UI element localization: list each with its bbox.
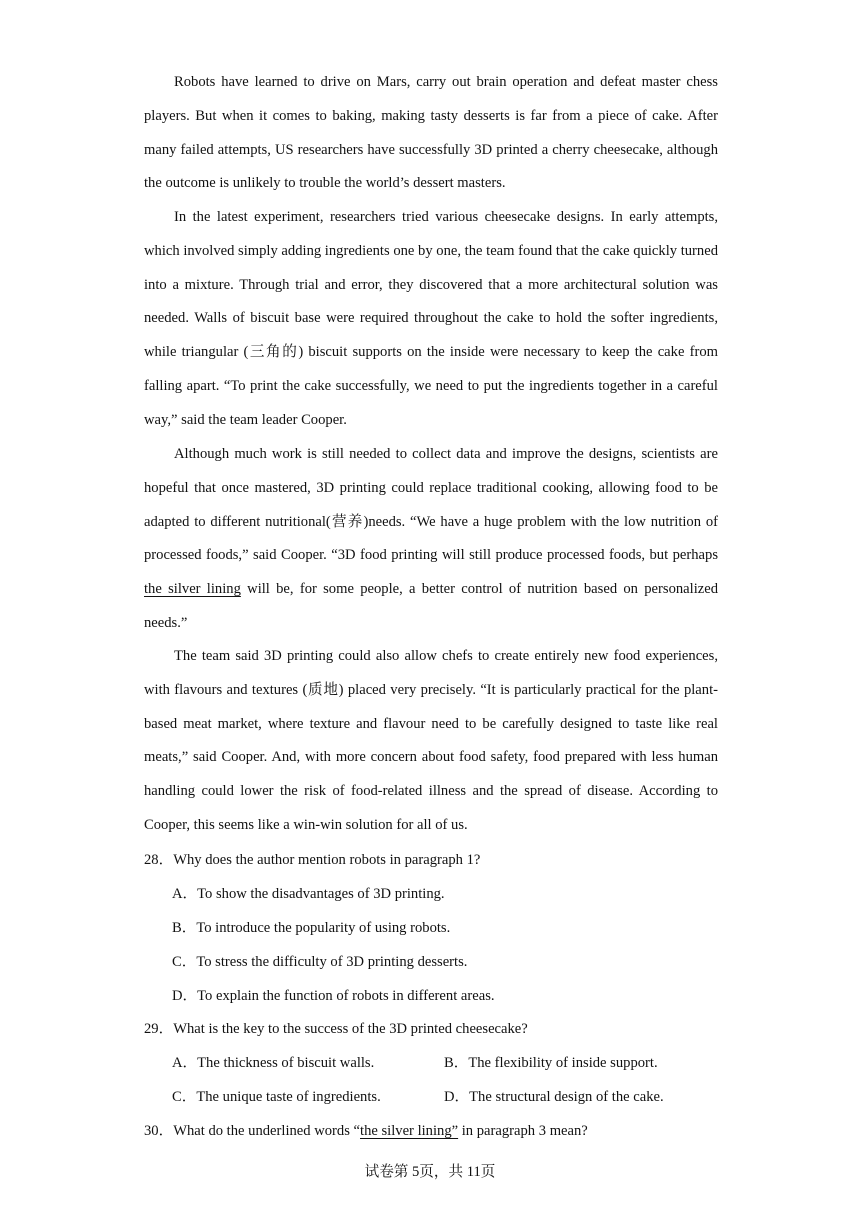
question-28-option-d[interactable]: D．To explain the function of robots in different areas. — [172, 988, 495, 1004]
question-29-stem: 29．What is the key to the success of the 3D printed cheesecake? — [144, 1021, 528, 1037]
question-28-stem: 28．Why does the author mention robots in paragraph 1? — [144, 852, 481, 868]
question-29-option-a[interactable]: A．The thickness of biscuit walls. — [172, 1055, 375, 1071]
question-30-stem-end: in paragraph 3 mean? — [458, 1123, 588, 1139]
passage-paragraph-4: The team said 3D printing could also allow chefs to create entirely new food experiences, with flavours and textures (质地) placed very precisely. “It is particularly practical for the plant-based meat market, where texture and flavour need to be carefully designed to taste like real meats,” said Cooper. And, with more concern about food safety, food prepared with less human handling could lower the risk of food-related illness and the spread of disease. According to Cooper, this seems like a win-win solution for all of us. — [144, 648, 718, 833]
passage-paragraph-2: In the latest experiment, researchers tried various cheesecake designs. In early attempts, which involved simply adding ingredients one by one, the team found that the cake quickly turned into a mixture. Through trial and error, they discovered that a more architectural solution was needed. Walls of biscuit base were required throughout the cake to hold the softer ingredients, while triangular (三角的) biscuit supports on the inside were necessary to keep the cake from falling apart. “To print the cake successfully, we need to put the ingredients together in a careful way,” said the team leader Cooper. — [144, 209, 718, 428]
question-28-option-c[interactable]: C．To stress the difficulty of 3D printing desserts. — [172, 954, 468, 970]
passage-paragraph-1: Robots have learned to drive on Mars, carry out brain operation and defeat master chess players. But when it comes to baking, making tasty desserts is far from a piece of cake. After many failed attempts, US researchers have successfully 3D printed a cherry cheesecake, although the outcome is unlikely to trouble the world’s dessert masters. — [144, 74, 718, 192]
question-30-underlined-phrase: the silver lining” — [360, 1123, 459, 1139]
paragraph-3-text-start: Although much work is still needed to collect data and improve the designs, scientists are hopeful that once mastered, 3D printing could replace traditional cooking, allowing food to be adapted to different nutritional(营养)needs. “We have a huge problem with the low nutrition of processed foods,” said Cooper. “3D food printing will still produce processed foods, but perhaps — [144, 446, 718, 564]
paragraph-3-text-end: will be, for some people, a better control of nutrition based on personalized needs.” — [144, 581, 719, 631]
question-30-stem — [144, 1121, 588, 1141]
passage-paragraph-3 — [144, 438, 718, 641]
question-28-option-b[interactable]: B．To introduce the popularity of using robots. — [172, 920, 451, 936]
question-28-option-a[interactable]: A．To show the disadvantages of 3D printing. — [172, 886, 445, 902]
page-footer: 试卷第 5页，共 11页 — [364, 1164, 496, 1180]
question-30-stem-start: 30．What do the underlined words “ — [144, 1123, 361, 1139]
question-29-option-d[interactable]: D．The structural design of the cake. — [444, 1089, 664, 1105]
question-29-option-b[interactable]: B．The flexibility of inside support. — [444, 1055, 658, 1071]
underlined-phrase: the silver lining — [144, 581, 241, 598]
question-29-option-c[interactable]: C．The unique taste of ingredients. — [172, 1089, 381, 1105]
